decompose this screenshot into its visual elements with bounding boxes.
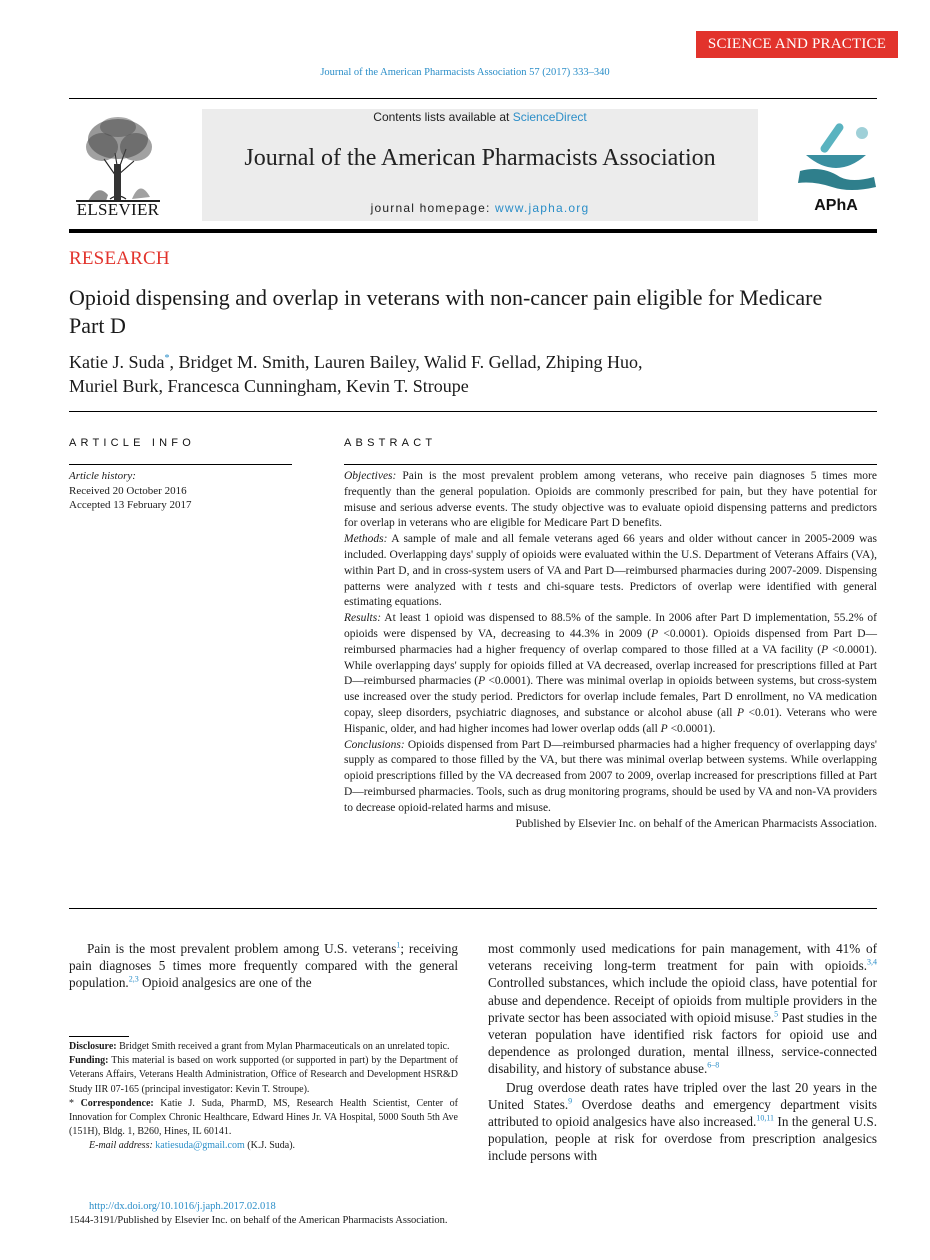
section-banner: SCIENCE AND PRACTICE bbox=[696, 31, 898, 58]
contents-prefix: Contents lists available at bbox=[373, 110, 513, 124]
reference-link[interactable]: 5 bbox=[774, 1009, 779, 1019]
elsevier-wordmark: ELSEVIER bbox=[76, 200, 160, 219]
authors-line2: Muriel Burk, Francesca Cunningham, Kevin T. Stroupe bbox=[69, 376, 469, 396]
body-column-left bbox=[69, 940, 458, 992]
author-email-link[interactable]: katiesuda@gmail.com bbox=[155, 1140, 245, 1152]
results-text-d: <0.0001). There was minimal overlap in opioids between systems, but cross-system use increased over the study period. Predictors for overlap include females, Part D enrollment, no VA medication copay, sleep disorders, psychiatric diagnoses, and substance or alcohol abuse (all bbox=[344, 675, 878, 719]
reference-link[interactable]: 6–8 bbox=[707, 1061, 720, 1071]
accepted-date: Accepted 13 February 2017 bbox=[69, 499, 192, 511]
results-text-b: <0.0001). Opioids dispensed from Part D—reimbursed pharmacies had a higher frequency of overlap compared to those filled at a VA facility ( bbox=[344, 627, 878, 656]
methods-text-a: A sample of male and all female veterans aged 66 years and older without cancer in 2005-2009 was included. Overlapping days' supply of opioids were evaluated within the U.S. Department of Veterans Affairs (VA), within Part D, and in cross-system users of VA and Part D—reimbursed pharmacies during 2007-2009. Dispensing patterns were analyzed with bbox=[344, 533, 877, 593]
footnote-rule bbox=[69, 1036, 129, 1037]
body-right-paragraph-2 bbox=[488, 1079, 877, 1165]
p-symbol: P bbox=[660, 722, 668, 735]
disclosure-text: Bridget Smith received a grant from Mylan Pharmaceuticals on an unrelated topic. bbox=[116, 1041, 450, 1052]
body-left-text-b: ; receiving pain diagnoses 5 times more frequently compared with the general population. bbox=[69, 941, 458, 991]
abstract-end-divider bbox=[69, 908, 877, 909]
p-symbol: P bbox=[821, 643, 829, 656]
reference-link[interactable]: 1 bbox=[396, 940, 401, 950]
abstract-rule bbox=[344, 464, 877, 465]
reference-link[interactable]: 2,3 bbox=[128, 975, 139, 985]
homepage-prefix: journal homepage: bbox=[370, 201, 496, 215]
reference-link[interactable]: 3,4 bbox=[867, 957, 877, 967]
abstract-conclusions bbox=[344, 738, 877, 817]
conclusions-label: Conclusions: bbox=[344, 738, 405, 751]
funding-footnote bbox=[69, 1054, 458, 1097]
funding-text: This material is based on work supported (or supported in part) by the Department of Veterans Affairs, Veterans Health Administration, Office of Research and Development HSR&D Study IIR 07-165 (principal investigator: Kevin T. Stroupe). bbox=[69, 1055, 458, 1095]
abstract-methods bbox=[344, 532, 877, 611]
reference-link[interactable]: 9 bbox=[568, 1096, 573, 1106]
body-right-paragraph-1 bbox=[488, 940, 877, 1078]
history-label: Article history: bbox=[69, 470, 136, 482]
body-left-text-c: Opioid analgesics are one of the bbox=[138, 975, 312, 991]
received-date: Received 20 October 2016 bbox=[69, 484, 187, 497]
apha-wordmark: APhA bbox=[814, 197, 858, 214]
disclosure-label: Disclosure: bbox=[69, 1041, 117, 1052]
email-label: E-mail address: bbox=[89, 1140, 153, 1152]
abstract-body bbox=[344, 469, 877, 832]
footnotes bbox=[69, 1040, 458, 1154]
body-right-text-c: Past studies in the veteran population have identified risk factors for opioid use and dependence as prolonged duration, mental illness, service-connected disability, and history of substance abuse. bbox=[488, 1009, 877, 1077]
body-right-text-d: Drug overdose death rates have tripled over the last 20 years in the United States. bbox=[488, 1079, 877, 1112]
objectives-label: Objectives: bbox=[344, 470, 397, 482]
doi-link[interactable]: http://dx.doi.org/10.1016/j.japh.2017.02.018 bbox=[89, 1201, 276, 1212]
author-list bbox=[69, 350, 869, 398]
funding-label: Funding: bbox=[69, 1055, 109, 1067]
p-symbol: P bbox=[737, 706, 745, 719]
apha-mortar-pestle-logo[interactable] bbox=[792, 111, 880, 195]
methods-t-symbol: t bbox=[488, 580, 492, 593]
corresponding-author[interactable]: Katie J. Suda bbox=[69, 352, 165, 372]
email-footnote bbox=[69, 1139, 458, 1153]
correspondence-marker-link[interactable]: * bbox=[164, 353, 170, 364]
published-by-line: Published by Elsevier Inc. on behalf of the American Pharmacists Association. bbox=[515, 817, 877, 830]
article-title: Opioid dispensing and overlap in veterans with non-cancer pain eligible for Medicare Part D bbox=[69, 285, 823, 338]
body-right-text-a: most commonly used medications for pain management, with 41% of veterans receiving long-term treatment for pain with opioids. bbox=[488, 941, 877, 974]
results-text-e: <0.01). Veterans who were Hispanic, older, and had higher incomes had lower overlap odds (all bbox=[344, 706, 877, 735]
correspondence-label: Correspondence: bbox=[80, 1097, 154, 1109]
results-text-a: At least 1 opioid was dispensed to 88.5% of the sample. In 2006 after Part D implementation, 55.2% of opioids were dispensed by VA, decreasing to 44.3% in 2009 ( bbox=[344, 612, 877, 640]
article-history bbox=[69, 469, 292, 513]
title-divider bbox=[69, 411, 877, 412]
results-label: Results: bbox=[344, 612, 382, 625]
p-symbol: P bbox=[478, 675, 486, 688]
masthead-thick-divider bbox=[69, 229, 877, 233]
contents-available-line bbox=[202, 109, 758, 124]
abstract-heading: ABSTRACT bbox=[344, 437, 437, 449]
results-text-f: <0.0001). bbox=[667, 722, 716, 735]
journal-citation-link[interactable]: Journal of the American Pharmacists Association 57 (2017) 333–340 bbox=[320, 67, 610, 78]
article-section-label: RESEARCH bbox=[69, 248, 170, 269]
journal-homepage-line bbox=[202, 201, 758, 215]
disclosure-footnote bbox=[69, 1040, 458, 1054]
authors-line1-rest: , Bridget M. Smith, Lauren Bailey, Walid F. Gellad, Zhiping Huo, bbox=[169, 352, 643, 372]
journal-homepage-link[interactable]: www.japha.org bbox=[495, 201, 590, 215]
article-info-heading: ARTICLE INFO bbox=[69, 437, 195, 449]
top-divider bbox=[69, 98, 877, 99]
correspondence-text: Katie J. Suda, PharmD, MS, Research Health Scientist, Center of Innovation for Complex Chronic Healthcare, Edward Hines Jr. VA Hospital, 5000 South 5th Ave (151H), Bldg. 1, B260, Hines, IL 60141. bbox=[69, 1097, 459, 1138]
body-right-text-f: In the general U.S. population, people at risk for overdose from prescription analgesics include persons with bbox=[488, 1114, 877, 1164]
journal-masthead bbox=[202, 109, 758, 221]
p-symbol: P bbox=[651, 627, 659, 640]
issn-line: 1544-3191/Published by Elsevier Inc. on behalf of the American Pharmacists Association. bbox=[69, 1215, 448, 1226]
body-right-text-b: Controlled substances, which include the opioid class, have potential for abuse and dependence. Receipt of opioids from multiple providers in the private sector has been associated with opioid misuse. bbox=[488, 975, 877, 1025]
correspondence-footnote bbox=[69, 1097, 458, 1140]
objectives-text: Pain is the most prevalent problem among veterans, who receive pain diagnoses 5 times more frequently than the general population. Opioids are commonly prescribed for pain, but they have potential for misuse and serious adverse events. The study objective was to evaluate opioid dispensing patterns and predictors for overlap in veterans who are eligible for Medicare Part D benefits. bbox=[344, 470, 877, 530]
email-suffix: (K.J. Suda). bbox=[244, 1140, 296, 1152]
results-text-c: <0.0001). While overlapping days' supply for opioids filled at VA decreased, overlap increased for prescriptions filled at Part D—reimbursed pharmacies ( bbox=[344, 643, 877, 688]
abstract-results bbox=[344, 611, 877, 737]
methods-label: Methods: bbox=[344, 533, 388, 546]
body-column-right bbox=[488, 940, 877, 1165]
abstract-objectives bbox=[344, 469, 877, 532]
correspondence-marker: * bbox=[69, 1097, 81, 1109]
conclusions-text: Opioids dispensed from Part D—reimbursed pharmacies had a higher frequency of overlapping days' supply as compared to those filled by the VA, but there was minimal overlap between systems. While overlapping opioid prescriptions filled by the VA decreased from 2007 to 2009, overlap increased for prescriptions filled at Part D—reimbursed pharmacies. Tools, such as drug monitoring programs, should be used by VA and non-VA providers to decrease opioid-related harms and misuse. bbox=[344, 738, 877, 814]
article-info-rule bbox=[69, 464, 292, 465]
journal-title: Journal of the American Pharmacists Association bbox=[244, 145, 716, 171]
sciencedirect-link[interactable]: ScienceDirect bbox=[512, 110, 587, 124]
body-right-text-e: Overdose deaths and emergency department visits attributed to opioid analgesics have also increased. bbox=[488, 1096, 877, 1130]
methods-text-b: tests and chi-square tests. Predictors of overlap were identified with general estimating equations. bbox=[344, 580, 877, 609]
reference-link[interactable]: 10,11 bbox=[756, 1113, 775, 1123]
body-left-text-a: Pain is the most prevalent problem among U.S. veterans bbox=[87, 941, 397, 956]
